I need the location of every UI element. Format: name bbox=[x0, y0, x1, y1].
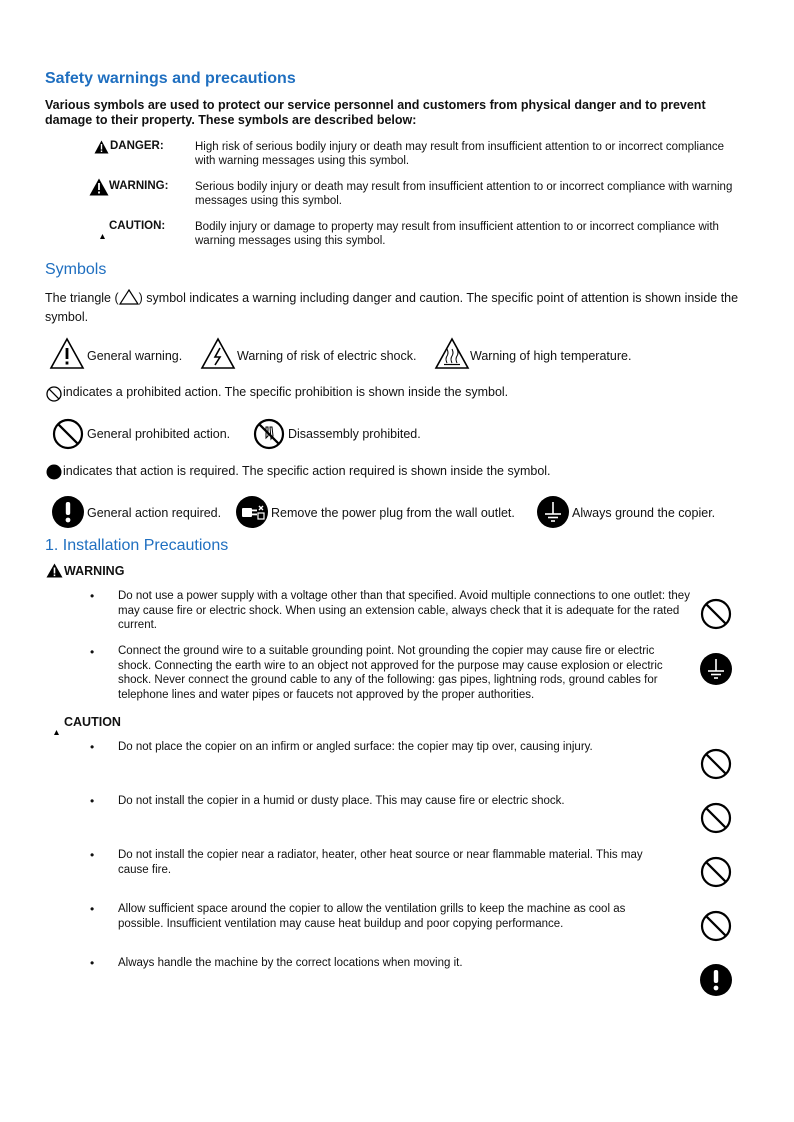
ground-icon bbox=[700, 653, 732, 685]
disassembly-prohibited-text: Disassembly prohibited. bbox=[288, 427, 421, 441]
bullet: • bbox=[90, 740, 95, 754]
prohibited-icon bbox=[700, 598, 732, 630]
caution-item-handling: Always handle the machine by the correct locations when moving it. bbox=[118, 957, 463, 969]
page-title: Safety warnings and precautions bbox=[45, 70, 296, 87]
caution-label: CAUTION: bbox=[109, 220, 166, 232]
bullet: • bbox=[90, 956, 95, 970]
bullet: • bbox=[90, 589, 95, 603]
general-action-text: General action required. bbox=[87, 506, 222, 520]
general-prohibited-text: General prohibited action. bbox=[87, 427, 231, 441]
symbols-heading: Symbols bbox=[45, 261, 107, 278]
caution-icon bbox=[100, 234, 105, 239]
general-warning-text: General warning. bbox=[87, 349, 183, 363]
electric-shock-warning-text: Warning of risk of electric shock. bbox=[237, 349, 417, 363]
prohibited-icon bbox=[700, 910, 732, 942]
installation-caution-label: CAUTION bbox=[64, 715, 121, 729]
installation-heading: 1. Installation Precautions bbox=[45, 537, 229, 554]
caution-item-heat: Do not install the copier near a radiator, heater, other heat source or near flammable material. This may cause fire. bbox=[118, 849, 643, 876]
disassembly-prohibited-icon bbox=[253, 418, 285, 450]
triangle-explanation: The triangle ( ) symbol indicates a warning including danger and caution. The specific point of attention is shown inside the symbol. bbox=[45, 291, 739, 324]
installation-caution-icon bbox=[54, 730, 59, 735]
caution-item-ventilation: Allow sufficient space around the copier to allow the ventilation grills to keep the machine as cool as possible. Insufficient ventilation may cause heat buildup and poor copying performance. bbox=[118, 903, 626, 930]
warning-icon bbox=[89, 178, 109, 196]
prohibited-icon bbox=[700, 748, 732, 780]
general-warning-icon bbox=[49, 337, 85, 370]
action-explanation: indicates that action is required. The specific action required is shown inside the symbol. bbox=[63, 464, 551, 478]
warning-label: WARNING: bbox=[109, 180, 169, 192]
prohibited-icon bbox=[700, 856, 732, 888]
action-small-icon bbox=[46, 464, 62, 480]
caution-item-surface: Do not place the copier on an infirm or angled surface: the copier may tip over, causing injury. bbox=[118, 741, 593, 753]
prohibited-icon bbox=[700, 802, 732, 834]
danger-icon bbox=[94, 140, 109, 154]
warning-item-ground: Connect the ground wire to a suitable grounding point. Not grounding the copier may cause fire or electric shock. Connecting the earth wire to an object not approved for the purpose may cause explosion or electric shock. Never connect the ground cable to any of the following: gas pipes, lightning rods, ground cables for telephone lines and water pipes or faucets not approved by the proper authorities. bbox=[118, 645, 663, 701]
prohibited-small-icon bbox=[46, 386, 62, 402]
prohibited-explanation: indicates a prohibited action. The specific prohibition is shown inside the symbol. bbox=[63, 385, 509, 399]
caution-item-humid: Do not install the copier in a humid or dusty place. This may cause fire or electric shock. bbox=[118, 795, 565, 807]
danger-description: High risk of serious bodily injury or death may result from insufficient attention to or incorrect compliance with warning messages using this symbol. bbox=[195, 141, 725, 167]
triangle-outline-icon bbox=[119, 289, 139, 305]
bullet: • bbox=[90, 645, 95, 659]
ground-text: Always ground the copier. bbox=[572, 506, 716, 520]
bullet: • bbox=[90, 902, 95, 916]
remove-plug-icon bbox=[236, 496, 268, 528]
warning-item-voltage: Do not use a power supply with a voltage other than that specified. Avoid multiple connections to one outlet: they may cause fire or electric shock. When using an extension cable, always check that it is adequate for the rated current. bbox=[118, 590, 690, 631]
warning-description: Serious bodily injury or death may result from insufficient attention to or incorrect compliance with warning messages using this symbol. bbox=[195, 181, 733, 207]
high-temperature-warning-text: Warning of high temperature. bbox=[470, 349, 632, 363]
bullet: • bbox=[90, 794, 95, 808]
caution-description: Bodily injury or damage to property may result from insufficient attention to or incorrect compliance with warning messages using this symbol. bbox=[195, 221, 719, 247]
general-action-icon bbox=[52, 496, 84, 528]
high-temperature-warning-icon bbox=[434, 337, 470, 370]
bullet: • bbox=[90, 848, 95, 862]
danger-label: DANGER: bbox=[110, 140, 164, 152]
installation-warning-label: WARNING bbox=[64, 564, 125, 578]
action-required-icon bbox=[700, 964, 732, 996]
general-prohibited-icon bbox=[52, 418, 84, 450]
remove-plug-text: Remove the power plug from the wall outlet. bbox=[271, 506, 515, 520]
installation-warning-icon bbox=[46, 563, 63, 578]
electric-shock-warning-icon bbox=[200, 337, 236, 370]
ground-icon bbox=[537, 496, 569, 528]
intro-text: Various symbols are used to protect our service personnel and customers from physical danger and to prevent damage to their property. These symbols are described below: bbox=[45, 98, 706, 127]
